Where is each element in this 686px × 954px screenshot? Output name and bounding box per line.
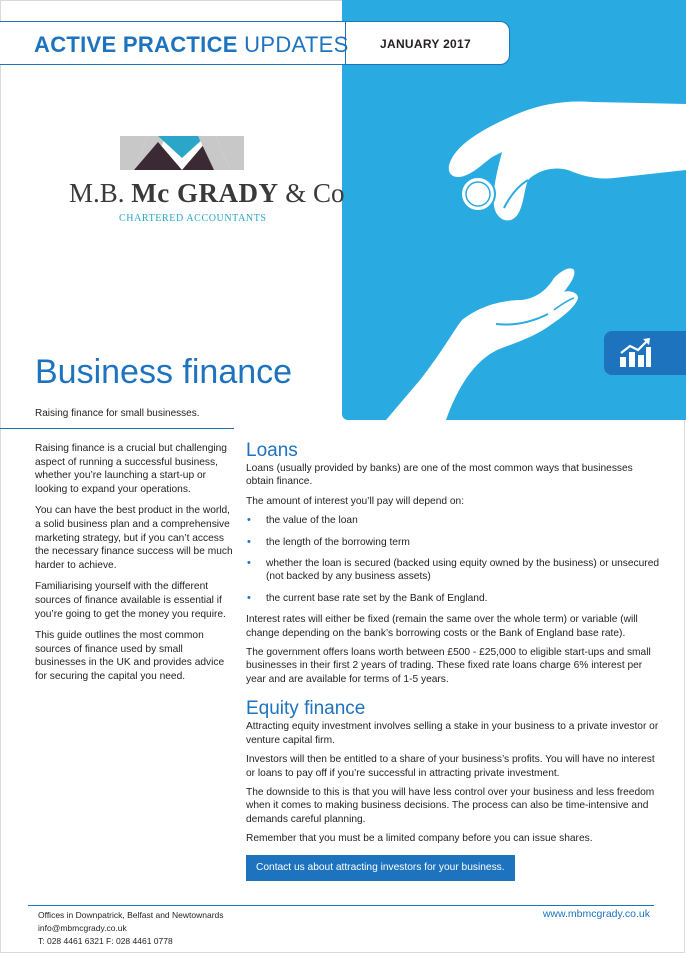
list-item-text: the current base rate set by the Bank of England. [266,592,488,604]
title-light: UPDATES [244,32,349,57]
list-item [246,557,662,584]
page-subtitle: Raising finance for small businesses. [35,408,200,419]
equity-paragraph: The downside to this is that you will have less control over your business and less freedom when it comes to making business decisions. The process can also be time-intensive and demands careful planning. [246,786,655,825]
bullet-icon: • [247,557,251,570]
contact-investors-button[interactable]: Contact us about attracting investors for your business. [246,855,515,881]
bullet-icon: • [247,535,251,548]
list-item-text: whether the loan is secured (backed using equity owned by the business) or unsecured (not backed by any business assets) [266,558,660,583]
list-item-text: the length of the borrowing term [266,536,410,548]
intro-column [35,442,235,692]
firm-name-left: M.B. [69,178,125,208]
chart-tab [604,331,686,375]
bullet-icon: • [247,591,251,604]
loans-paragraph: Loans (usually provided by banks) are one of the most common ways that businesses obtain finance. [246,463,633,488]
loans-bullet-list [246,514,662,605]
title-bold: ACTIVE PRACTICE [34,32,238,57]
title-rule [0,428,234,429]
footer-email-link[interactable]: info@mbmcgrady.co.uk [38,923,127,933]
footer-phone: T: 028 4461 6321 F: 028 4461 0778 [38,936,173,946]
equity-paragraph: Remember that you must be a limited company before you can issue shares. [246,833,593,845]
main-column [246,440,662,881]
page-title: Business finance [35,353,293,391]
equity-heading: Equity finance [246,698,366,720]
footer-website-link[interactable]: www.mbmcgrady.co.uk [542,908,650,920]
intro-paragraph: You can have the best product in the world, a solid business plan and a comprehensive marketing strategy, but if you can’t access the necessary finance success will be much harder to achieve. [35,505,233,571]
intro-paragraph: Familiarising yourself with the different sources of finance available is essential if you’re going to get the money you require. [35,581,226,620]
list-item [246,514,662,527]
equity-paragraph: Attracting equity investment involves selling a stake in your business to a private investor or venture capital firm. [246,721,659,746]
footer-offices: Offices in Downpatrick, Belfast and Newtownards [38,910,224,920]
loans-paragraph: The government offers loans worth between £500 - £25,000 to eligible start-ups and small businesses in their first 2 years of trading. These fixed rate loans charge 6% interest per year and are available for terms of 1-5 years. [246,647,651,685]
firm-logo-icon [120,136,244,170]
loans-paragraph: The amount of interest you’ll pay will depend on: [246,495,465,507]
firm-name [69,178,345,209]
bullet-icon: • [247,514,251,527]
list-item [246,536,662,549]
growth-chart-icon [618,337,652,369]
firm-tagline: CHARTERED ACCOUNTANTS [119,213,267,224]
loans-paragraph: Interest rates will either be fixed (remain the same over the whole term) or variable (will change depending on the bank’s borrowing costs or the Bank of England base rate). [246,614,638,639]
firm-name-right: & Co [285,178,345,208]
equity-paragraph: Investors will then be entitled to a share of your business’s profits. You will have no interest or loans to pay off if you’re successful in attracting private investment. [246,754,655,779]
list-item [246,592,662,605]
footer-contact [38,909,224,948]
firm-name-brand: Mc GRADY [131,178,279,208]
newsletter-title [34,32,349,58]
footer-rule [28,905,654,906]
intro-paragraph: Raising finance is a crucial but challenging aspect of running a successful business, whether you’re launching a start-up or looking to expand your operations. [35,443,227,495]
loans-heading: Loans [246,440,298,461]
issue-date: JANUARY 2017 [380,37,471,51]
list-item-text: the value of the loan [266,515,358,527]
intro-paragraph: This guide outlines the most common sources of finance used by small businesses in the UK and provides advice for securing the capital you need. [35,630,225,682]
